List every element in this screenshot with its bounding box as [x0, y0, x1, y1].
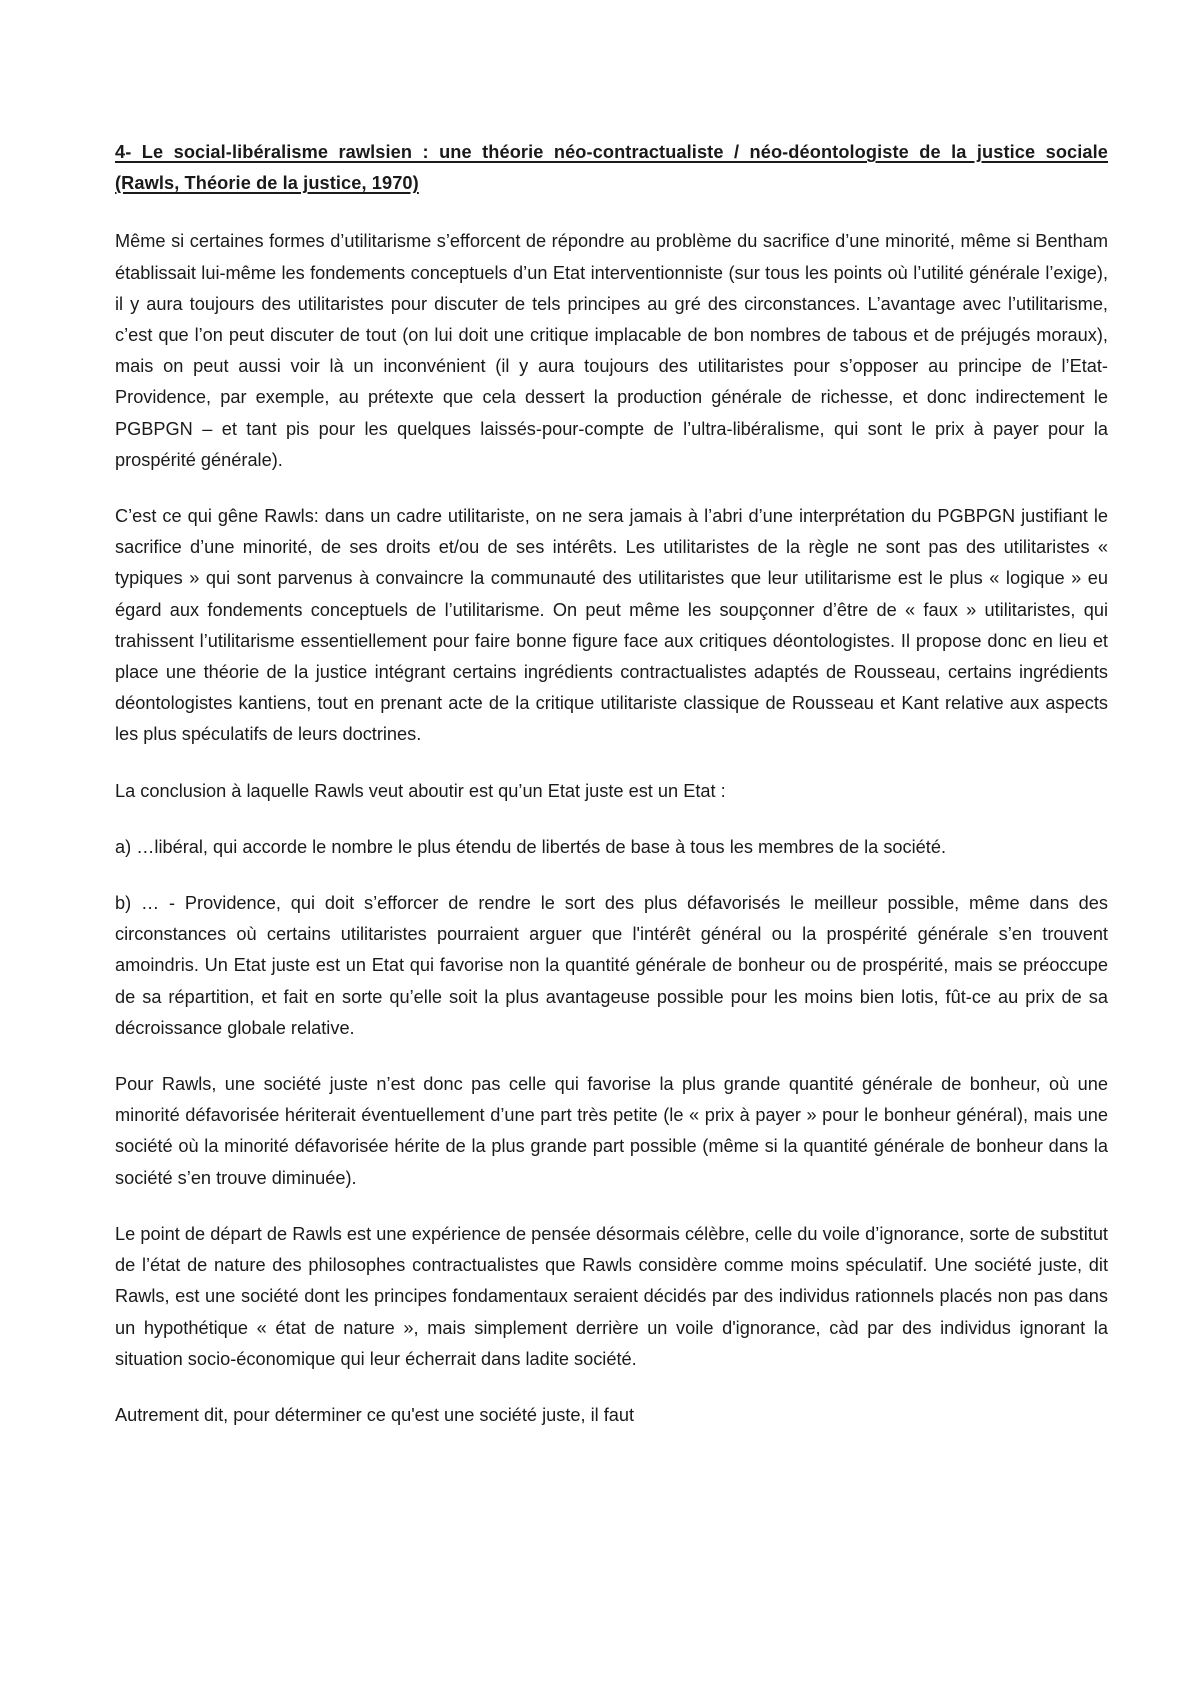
- paragraph-point-a: a) …libéral, qui accorde le nombre le plus étendu de libertés de base à tous les membres de la société.: [115, 836, 947, 857]
- paragraph-societe-juste: Pour Rawls, une société juste n’est donc pas celle qui favorise la plus grande quantité générale de bonheur, où une minorité défavorisée hériterait éventuellement d’une part très petite (le « prix à payer » pour le bonheur général), mais une société où la minorité défavorisée hérite de la plus grande part possible (même si la quantité générale de bonheur dans la société s’en trouve diminuée).: [115, 1074, 1108, 1188]
- section-heading: 4- Le social-libéralisme rawlsien : une théorie néo-contractualiste / néo-déontologiste de la justice sociale (Rawls, Théorie de la justice, 1970): [115, 142, 1108, 194]
- document-page: [115, 137, 1108, 1456]
- paragraph-conclusion-intro: La conclusion à laquelle Rawls veut aboutir est qu’un Etat juste est un Etat :: [115, 780, 726, 801]
- paragraph-point-b: b) … - Providence, qui doit s’efforcer de rendre le sort des plus défavorisés le meilleur possible, même dans des circonstances où certains utilitaristes pourraient arguer que l'intérêt général ou la prospérité générale s’en trouvent amoindris. Un Etat juste est un Etat qui favorise non la quantité générale de bonheur ou de prospérité, mais se préoccupe de sa répartition, et fait en sorte qu’elle soit la plus avantageuse possible pour les moins bien lotis, fût-ce au prix de sa décroissance globale relative.: [115, 893, 1108, 1038]
- paragraph-voile-ignorance: Le point de départ de Rawls est une expérience de pensée désormais célèbre, celle du voile d’ignorance, sorte de substitut de l’état de nature des philosophes contractualistes que Rawls considère comme moins spéculatif. Une société juste, dit Rawls, est une société dont les principes fondamentaux seraient décidés par des individus rationnels placés non pas dans un hypothétique « état de nature », mais simplement derrière un voile d'ignorance, càd par des individus ignorant la situation socio-économique qui leur écherrait dans ladite société.: [115, 1223, 1108, 1369]
- paragraph-autrement-dit: Autrement dit, pour déterminer ce qu'est une société juste, il faut: [115, 1404, 635, 1425]
- paragraph-rawls-critique: C’est ce qui gêne Rawls: dans un cadre utilitariste, on ne sera jamais à l’abri d’une interprétation du PGBPGN justifiant le sacrifice d’une minorité, de ses droits et/ou de ses intérêts. Les utilitaristes de la règle ne sont pas des utilitaristes « typiques » qui sont parvenus à convaincre la communauté des utilitaristes que leur utilitarisme est le plus « logique » eu égard aux fondements conceptuels de l’utilitarisme. On peut même les soupçonner d’être de « faux » utilitaristes, qui trahissent l’utilitarisme essentiellement pour faire bonne figure face aux critiques déontologistes. Il propose donc en lieu et place une théorie de la justice intégrant certains ingrédients contractualistes adaptés de Rousseau, certains ingrédients déontologistes kantiens, tout en prenant acte de la critique utilitariste classique de Rousseau et Kant relative aux aspects les plus spéculatifs de leurs doctrines.: [115, 506, 1108, 745]
- paragraph-utilitarisme: Même si certaines formes d’utilitarisme s’efforcent de répondre au problème du sacrifice d’une minorité, même si Bentham établissait lui-même les fondements conceptuels d’un Etat interventionniste (sur tous les points où l’utilité générale l’exige), il y aura toujours des utilitaristes pour discuter de tels principes au gré des circonstances. L’avantage avec l’utilitarisme, c’est que l’on peut discuter de tout (on lui doit une critique implacable de bon nombres de tabous et de préjugés moraux), mais on peut aussi voir là un inconvénient (il y aura toujours des utilitaristes pour s’opposer au principe de l’Etat-Providence, par exemple, au prétexte que cela dessert la production générale de richesse, et donc indirectement le PGBPGN – et tant pis pour les quelques laissés-pour-compte de l’ultra-libéralisme, qui sont le prix à payer pour la prospérité générale).: [115, 231, 1108, 470]
